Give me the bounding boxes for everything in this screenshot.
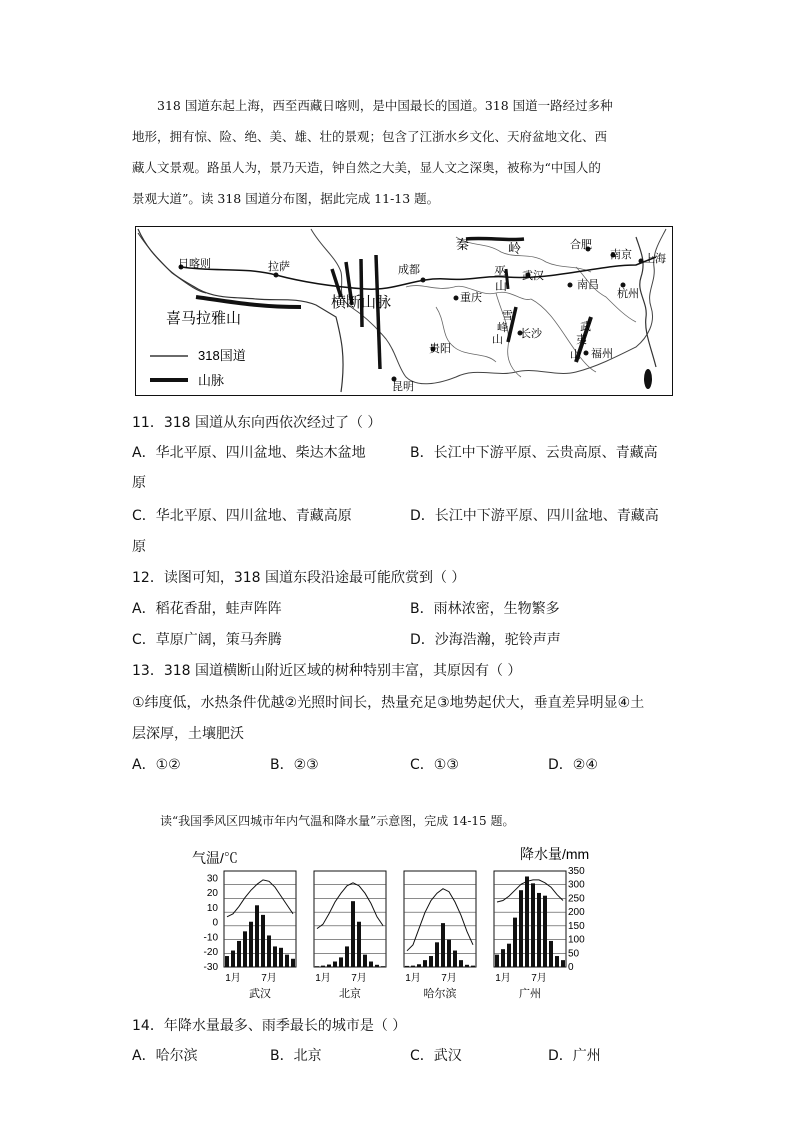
city-dot — [584, 351, 589, 356]
q14-option-b[interactable]: B．北京 — [270, 1048, 322, 1064]
q11-option-d[interactable]: D．长江中下游平原、四川盆地、青藏高 — [410, 508, 659, 524]
precip-bar — [363, 955, 367, 967]
passage-line: 景观大道”。读 318 国道分布图，据此完成 11-13 题。 — [132, 191, 440, 206]
city-label-lhasa: 拉萨 — [268, 261, 290, 273]
q14-option-a[interactable]: A．哈尔滨 — [132, 1048, 198, 1064]
city-dot — [274, 273, 279, 278]
hengduan-range — [376, 255, 380, 369]
mountain-label-shan: 山 — [492, 334, 503, 346]
precip-bar — [255, 905, 259, 967]
passage-line: 318 国道东起上海，西至西藏日喀则，是中国最长的国道。318 国道一路经过多种 — [157, 98, 613, 113]
precip-bar — [273, 946, 277, 967]
q12-option-d[interactable]: D．沙海浩瀚，驼铃声声 — [410, 632, 561, 648]
q12-stem: 12．读图可知，318 国道东段沿途最可能欣赏到（ ） — [132, 570, 466, 586]
precip-tick-labels — [568, 866, 585, 973]
q13-option-b[interactable]: B．②③ — [270, 757, 319, 773]
precip-bar — [519, 890, 523, 967]
precip-bar — [435, 942, 439, 967]
temp-line — [317, 883, 383, 929]
legend-mountain-label: 山脉 — [198, 373, 225, 388]
city-label-chongqing: 重庆 — [460, 292, 482, 304]
precip-bar — [561, 960, 565, 967]
month-label: 1月 — [225, 973, 241, 984]
month-label: 7月 — [351, 973, 367, 984]
city-panel — [314, 871, 386, 1000]
passage-climate-intro: 读“我国季风区四城市年内气温和降水量”示意图，完成 14-15 题。 — [160, 814, 515, 828]
precip-bar — [327, 965, 331, 967]
precip-bar — [543, 896, 547, 967]
precip-bar — [429, 956, 433, 967]
city-label-changsha: 长沙 — [520, 328, 542, 340]
precip-bar — [279, 948, 283, 967]
temp-line — [407, 889, 473, 951]
precip-bar — [237, 941, 241, 967]
q13-stem: 13．318 国道横断山附近区域的树种特别丰富，其原因有（ ） — [132, 663, 522, 679]
mountain-label-wu2: 武 — [580, 321, 591, 333]
precip-bar — [369, 962, 373, 967]
q14-option-d[interactable]: D．广州 — [548, 1048, 601, 1064]
precip-bar — [513, 918, 517, 967]
city-name-label: 北京 — [339, 988, 361, 1000]
month-label: 1月 — [315, 973, 331, 984]
hengduan-range — [361, 259, 362, 327]
precip-bar — [249, 922, 253, 967]
precip-tick-label: 100 — [568, 934, 585, 946]
mountain-label-yi: 夷 — [576, 334, 587, 346]
precip-bar — [411, 966, 415, 967]
q11-stem: 11．318 国道从东向西依次经过了（ ） — [132, 415, 382, 431]
precip-bar — [333, 962, 337, 967]
precip-bar — [321, 966, 325, 967]
temp-tick-label: -10 — [203, 932, 218, 944]
city-label-fuzhou: 福州 — [591, 348, 613, 360]
city-panel — [404, 871, 476, 1000]
mountain-label-wu: 巫 — [494, 264, 507, 278]
precip-tick-label: 350 — [568, 866, 585, 877]
passage-line: 藏人文景观。路虽人为，景乃天造，钟自然之大美，显人文之深奥，被称为“中国人的 — [132, 160, 601, 175]
city-name-label: 哈尔滨 — [423, 988, 457, 1000]
legend-road-label: 318国道 — [198, 348, 246, 363]
route-map-svg — [136, 227, 671, 394]
temp-tick-label: -30 — [203, 962, 218, 973]
city-dot — [639, 259, 644, 264]
precip-bar — [357, 922, 361, 967]
q13-option-a[interactable]: A．①② — [132, 757, 181, 773]
precip-bar — [537, 893, 541, 967]
precip-tick-label: 300 — [568, 879, 585, 891]
q13-option-d[interactable]: D．②④ — [548, 757, 598, 773]
temp-tick-label: 30 — [206, 873, 218, 885]
panel-frame — [404, 871, 476, 967]
precip-bar — [555, 956, 559, 967]
q11-option-b[interactable]: B．长江中下游平原、云贵高原、青藏高 — [410, 445, 658, 461]
precip-bar — [507, 944, 511, 967]
precip-bar — [243, 931, 247, 967]
precip-bar — [447, 940, 451, 967]
passage-line: 地形，拥有惊、险、绝、美、雄、壮的景观；包含了江浙水乡文化、天府盆地文化、西 — [132, 129, 608, 144]
climate-charts-svg — [190, 845, 610, 1005]
city-label-shanghai: 上海 — [644, 253, 666, 265]
precip-bar — [345, 946, 349, 967]
q14-stem: 14．年降水量最多、雨季最长的城市是（ ） — [132, 1018, 407, 1034]
taiwan-island — [644, 369, 652, 389]
q11-option-b-continued: 原 — [132, 475, 146, 491]
month-label: 7月 — [441, 973, 457, 984]
climate-charts — [190, 845, 610, 1005]
precip-bar — [375, 965, 379, 967]
q11-option-a[interactable]: A．华北平原、四川盆地、柴达木盆地 — [132, 445, 366, 461]
q12-option-a[interactable]: A．稻花香甜，蛙声阵阵 — [132, 601, 282, 617]
route-318-map — [135, 226, 673, 396]
precip-bar — [525, 876, 529, 967]
mountain-label-shan: 山 — [495, 279, 508, 293]
city-label-wuhan: 武汉 — [522, 270, 544, 282]
precip-bar — [381, 966, 385, 967]
precip-bar — [291, 959, 295, 967]
mountain-label-feng: 峰 — [497, 322, 508, 334]
mountain-label-qin: 秦 — [456, 237, 470, 252]
city-name-label: 广州 — [519, 988, 541, 1000]
temp-tick-label: 0 — [212, 917, 218, 929]
month-label: 1月 — [495, 973, 511, 984]
q11-option-c[interactable]: C．华北平原、四川盆地、青藏高原 — [132, 508, 352, 524]
precip-bar — [285, 955, 289, 967]
precip-bar — [423, 960, 427, 967]
precip-bar — [261, 915, 265, 967]
precip-bar — [465, 965, 469, 967]
city-dot — [621, 283, 626, 288]
precip-bar — [315, 966, 319, 967]
precip-tick-label: 0 — [568, 962, 574, 973]
precip-bar — [351, 901, 355, 967]
temp-tick-label: -20 — [203, 947, 218, 959]
precip-bar — [531, 883, 535, 967]
precip-tick-label: 250 — [568, 893, 585, 905]
precip-bar — [549, 941, 553, 967]
mountain-label-ling: 岭 — [508, 241, 522, 256]
city-dot — [454, 296, 459, 301]
city-label-nanjing: 南京 — [610, 249, 632, 261]
precip-bar — [495, 955, 499, 967]
precip-bar — [501, 949, 505, 967]
precip-bar — [459, 960, 463, 967]
q13-option-c[interactable]: C．①③ — [410, 757, 459, 773]
q12-option-b[interactable]: B．雨林浓密，生物繁多 — [410, 601, 560, 617]
q13-statement-line2: 层深厚，土壤肥沃 — [132, 726, 244, 742]
precip-bar — [339, 957, 343, 967]
precip-bar — [405, 966, 409, 967]
city-label-chengdu: 成都 — [398, 264, 420, 276]
month-label: 7月 — [531, 973, 547, 984]
temp-tick-labels — [204, 873, 219, 973]
q12-option-c[interactable]: C．草原广阔，策马奔腾 — [132, 632, 282, 648]
precip-tick-label: 150 — [568, 920, 585, 932]
panel-frame — [314, 871, 386, 967]
city-panel — [224, 871, 296, 1000]
passage-318-intro — [132, 90, 672, 214]
city-label-nanchang: 南昌 — [577, 279, 599, 291]
city-dot — [568, 283, 573, 288]
left-axis-title: 气温/℃ — [192, 850, 238, 866]
month-label: 1月 — [405, 973, 421, 984]
city-label-xigaze: 日喀则 — [178, 258, 211, 270]
hengduan-range — [332, 269, 341, 297]
city-name-label: 武汉 — [249, 988, 271, 1000]
precip-bar — [267, 935, 271, 967]
precip-bar — [225, 956, 229, 967]
precip-bar — [441, 923, 445, 967]
precip-tick-label: 50 — [568, 948, 580, 960]
temp-tick-label: 20 — [206, 888, 218, 900]
q13-statement-line1: ①纬度低，水热条件优越②光照时间长，热量充足③地势起伏大，垂直差异明显④土 — [132, 695, 645, 711]
precip-bar — [417, 964, 421, 967]
mountain-label-xue: 雪 — [502, 310, 513, 322]
precip-tick-label: 200 — [568, 907, 585, 919]
city-label-hefei: 合肥 — [570, 239, 592, 251]
precip-bar — [231, 951, 235, 967]
temp-tick-label: 10 — [206, 902, 218, 914]
month-label: 7月 — [261, 973, 277, 984]
city-panels — [224, 871, 566, 1000]
city-label-kunming: 昆明 — [392, 381, 414, 393]
right-axis-title: 降水量/mm — [520, 846, 590, 862]
city-label-hangzhou: 杭州 — [617, 288, 639, 300]
city-label-guiyang: 贵阳 — [429, 343, 451, 355]
city-dot — [421, 278, 426, 283]
mountain-label-himalaya: 喜马拉雅山 — [166, 310, 242, 327]
qinling-range — [466, 238, 524, 239]
q14-option-c[interactable]: C．武汉 — [410, 1048, 462, 1064]
precip-bar — [471, 966, 475, 967]
city-panel — [494, 871, 566, 1000]
q11-option-d-continued: 原 — [132, 539, 146, 555]
precip-bar — [453, 951, 457, 967]
mountain-label-shan2: 山 — [570, 349, 581, 361]
mountain-label-hengduan: 横断山脉 — [331, 294, 392, 311]
